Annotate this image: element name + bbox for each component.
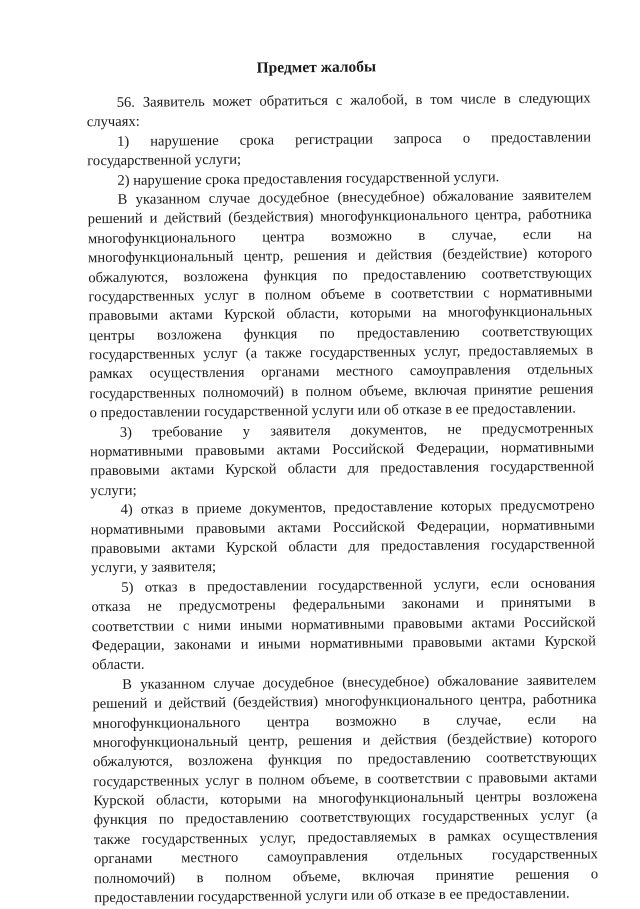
text-line: многофункциональный центр, решения и действия (бездействие) которого xyxy=(88,245,593,267)
text-line: государственных полномочий) в полном объеме, включая принятие решения xyxy=(89,381,594,403)
text-line: государственной услуги; xyxy=(87,151,242,170)
text-line: 4) отказ в приеме документов, предоставление которых предусмотрено xyxy=(120,497,595,519)
text-line: также государственных услуг, предоставляемых в рамках осуществления xyxy=(93,827,598,849)
text-line: В указанном случае досудебное (внесудебное) обжалование заявителем xyxy=(117,187,592,208)
text-line: нормативными правовыми актами Российской Федерации, нормативными xyxy=(89,439,595,461)
text-line: случаях: xyxy=(86,114,140,131)
section-heading: Предмет жалобы xyxy=(256,58,377,77)
text-line: 2) нарушение срока предоставления государственной услуги. xyxy=(117,168,500,189)
text-line: соответствии с ними иными нормативными правовыми актами Российской xyxy=(91,613,596,635)
text-line: нормативными правовыми актами Российской Федерации, нормативными xyxy=(90,516,595,538)
text-line: рамках осуществления органами местного самоуправления отдельных xyxy=(89,361,594,383)
text-line: 5) отказ в предоставлении государственной услуги, если основания xyxy=(121,575,596,596)
text-line: обжалуются, возложена функция по предоставлению соответствующих xyxy=(88,264,593,286)
text-line: 1) нарушение срока регистрации запроса о предоставлении xyxy=(116,129,592,150)
text-line: решений и действий (бездействия) многофункционального центра, работника xyxy=(92,691,597,713)
text-line: многофункционального центра возможно в случае, если на xyxy=(87,226,593,247)
text-line: органами местного самоуправления отдельных государственных xyxy=(93,846,598,868)
text-line: области. xyxy=(91,657,145,674)
text-line: полномочий) в полном объеме, включая принятие решения о xyxy=(94,865,599,887)
text-line: 56. Заявитель может обратиться с жалобой, в том числе в следующих xyxy=(116,90,591,111)
text-line: государственных услуг в полном объеме в соответствии с нормативными xyxy=(88,284,593,306)
text-line: предоставлении государственной услуги или об отказе в ее предоставлении. xyxy=(94,885,570,907)
text-line: правовыми актами Курской области, которыми на многофункциональных xyxy=(88,303,593,325)
text-line: о предоставлении государственной услуги или об отказе в ее предоставлении. xyxy=(89,400,576,422)
text-line: Федерации, законами и иными нормативными правовыми актами Курской xyxy=(91,633,596,655)
text-line: услуги, у заявителя; xyxy=(91,559,217,577)
text-line: Курской области, которыми на многофункциональный центры возложена xyxy=(93,788,598,810)
document-body xyxy=(87,89,599,908)
text-line: обжалуются, возложена функция по предоставлению соответствующих xyxy=(92,749,598,771)
text-line: правовыми актами Курской области для предоставления государственной xyxy=(90,536,595,558)
text-line: многофункционального центра возможно в случае, если на xyxy=(92,710,597,732)
text-line: многофункциональный центр, решения и действия (бездействие) которого xyxy=(92,730,597,752)
text-line: решений и действий (бездействия) многофункционального центра, работника xyxy=(87,206,592,228)
text-line: услуги; xyxy=(90,482,137,500)
text-line: функция по предоставлению соответствующих государственных услуг (а xyxy=(93,807,598,829)
text-line: государственных услуг (а также государственных услуг, предоставляемых в xyxy=(89,342,594,364)
text-line: В указанном случае досудебное (внесудебное) обжалование заявителем xyxy=(122,672,597,693)
text-line: 3) требование у заявителя документов, не предусмотренных xyxy=(119,420,594,441)
text-line: государственных услуг в полном объеме, в соответствии с правовыми актами xyxy=(93,769,598,790)
text-line: отказа не предусмотрены федеральными законами и принятыми в xyxy=(91,594,596,616)
text-line: правовыми актами Курской области для предоставления государственной xyxy=(90,458,595,480)
text-line: центры возложена функция по предоставлению соответствующих xyxy=(88,323,593,344)
